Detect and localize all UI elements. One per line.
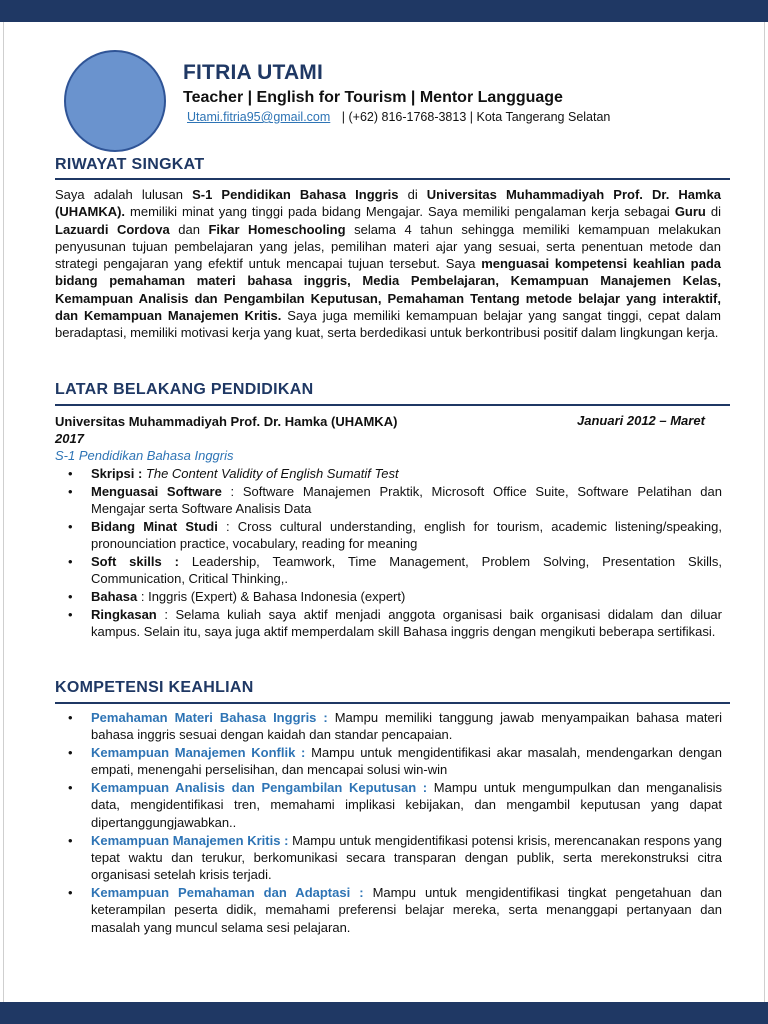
skill-description: Mampu untuk mengidentifikasi potensi krisis, merencanakan respons yang tepat waktu dan terukur, berkomunikasi secara transparan dengan publik, serta merekonstruksi citra organisasi setelah krisis terjadi. [91,832,723,883]
bottom-banner [0,1002,768,1024]
bullet-icon: • [68,518,73,534]
detail-text: : Software Manajemen Praktik, Microsoft Office Suite, Software Pelatihan dan Mengajar serta Software Analisis Data [91,483,722,517]
section-divider [55,404,730,406]
bullet-icon: • [68,832,73,848]
bullet-icon: • [68,884,73,900]
skill-label: Kemampuan Pemahaman dan Adaptasi : [91,884,364,900]
summary-text: selama 4 tahun sehingga memiliki kemampuan melakukan penyusunan tujuan pembelajaran yang jelas, pemilihan materi ajar yang sesuai, serta penentuan metode dan strategi pengajaran yang efektif untuk mencapai tujuan tersebut. Saya [55,221,721,272]
education-detail-item [66,588,722,605]
email-link[interactable]: Utami.fitria95@gmail.com [187,110,331,124]
section-divider [55,702,730,704]
bullet-icon: • [68,606,73,622]
bullet-icon: • [68,780,73,796]
detail-text: Leadership, Teamwork, Time Management, Problem Solving, Presentation Skills, Communication, Critical Thinking,. [91,553,722,587]
skill-description: Mampu untuk mengidentifikasi akar masalah, mendengarkan dengan empati, menengahi perselisihan, dan mencapai solusi win-win [91,745,722,778]
education-date: Januari 2012 – Maret [577,413,705,428]
detail-label: Ringkasan [91,606,157,622]
detail-label: Bidang Minat Studi [91,518,218,534]
candidate-name: FITRIA UTAMI [183,61,324,84]
section-divider [55,178,730,180]
skill-label: Pemahaman Materi Bahasa Inggris : [91,710,328,725]
skill-label: Kemampuan Analisis dan Pengambilan Keputusan : [91,780,428,796]
skill-label: Kemampuan Manajemen Konflik : [91,745,306,761]
education-year: 2017 [55,431,84,446]
detail-label: Soft skills : [91,553,179,569]
education-detail-item [66,518,722,553]
skill-item [66,832,722,884]
summary-bold-text: Guru [674,204,706,220]
education-detail-item [66,606,722,641]
bullet-icon: • [68,553,73,569]
summary-text: dan [169,221,209,237]
bullet-icon: • [68,745,73,761]
summary-paragraph [55,186,721,342]
top-banner [0,0,768,22]
summary-bold-text: Lazuardi Cordova [55,221,170,237]
skill-label: Kemampuan Manajemen Kritis : [91,832,289,848]
skill-item [66,709,722,744]
education-institution: Universitas Muhammadiyah Prof. Dr. Hamka (UHAMKA) [55,414,398,429]
skill-item [66,884,722,936]
contact-line [187,110,610,124]
detail-text: : Selama kuliah saya aktif menjadi anggota organisasi baik organisasi didalam dan diluar kampus. Selain itu, saya juga aktif memperdalam skill Bahasa inggris dengan mengikuti beberapa sertifikasi. [91,606,722,640]
education-detail-item [66,483,722,518]
summary-bold-text: menguasai kompetensi keahlian pada bidang pemahaman materi bahasa inggris, Media Pembelajaran, Kemampuan Manajemen Kelas, Kemampuan Analisis dan Pengambilan Keputusan, Pemahaman Tentang metode belajar yang interaktif, dan Kemampuan Manajemen Kritis. [55,256,722,324]
education-detail-item [66,465,722,482]
skill-description: Mampu untuk mengumpulkan dan menganalisis data, mengidentifikasi tren, memahami implikasi kebijakan, dan mengambil keputusan yang dapat dipertanggungjawabkan.. [91,780,722,830]
education-detail-item [66,553,722,588]
skills-list [66,709,722,936]
skill-item [66,744,722,779]
candidate-headline: Teacher | English for Tourism | Mentor Langguage [183,89,563,106]
skills-section-title: KOMPETENSI KEAHLIAN [55,679,254,696]
profile-photo-placeholder [64,50,166,152]
skill-item [66,779,722,831]
detail-text: The Content Validity of English Sumatif Test [142,466,399,481]
summary-text: di [705,204,721,220]
skill-description: Mampu untuk mengidentifikasi tingkat pengetahuan dan keterampilan peserta didik, memahami preferensi belajar mereka, serta menanggapi pertanyaan dan masalah yang muncul selama sesi pelajaran. [91,884,722,935]
detail-label: Skripsi : [91,466,143,481]
summary-text: Saya adalah lulusan [55,187,193,202]
summary-text: memiliki minat yang tinggi pada bidang Mengajar. Saya memiliki pengalaman kerja sebagai [125,204,675,220]
detail-text: : Inggris (Expert) & Bahasa Indonesia (expert) [137,589,406,605]
summary-text: Saya juga memiliki kemampuan belajar yang sangat tinggi, cepat dalam beradaptasi, memiliki motivasi kerja yang kuat, serta berdedikasi untuk berkontribusi positif dalam lingkungan kerja. [55,308,721,341]
bullet-icon: • [68,589,73,605]
bullet-icon: • [68,710,73,725]
contact-details: | (+62) 816-1768-3813 | Kota Tangerang Selatan [341,110,611,124]
detail-label: Menguasai Software [91,483,222,499]
bullet-icon: • [68,483,73,499]
summary-text: di [398,187,427,202]
summary-bold-text: Fikar Homeschooling [208,221,346,237]
summary-bold-text: S-1 Pendidikan Bahasa Inggris [192,187,399,202]
education-details-list [66,465,722,641]
education-degree: S-1 Pendidikan Bahasa Inggris [55,448,234,463]
education-section-title: LATAR BELAKANG PENDIDIKAN [55,381,314,398]
skill-description: Mampu memiliki tanggung jawab menyampaikan bahasa materi bahasa inggris sesuai dengan kaidah dan standar pencapaian. [91,710,722,743]
summary-bold-text: Universitas Muhammadiyah Prof. Dr. Hamka (UHAMKA). [55,187,722,220]
detail-label: Bahasa [91,589,138,605]
detail-text: : Cross cultural understanding, english for tourism, academic listening/speaking, pronounciation practice, vocabulary, reading for meaning [91,518,722,552]
bullet-icon: • [68,466,73,481]
summary-section-title: RIWAYAT SINGKAT [55,156,205,173]
